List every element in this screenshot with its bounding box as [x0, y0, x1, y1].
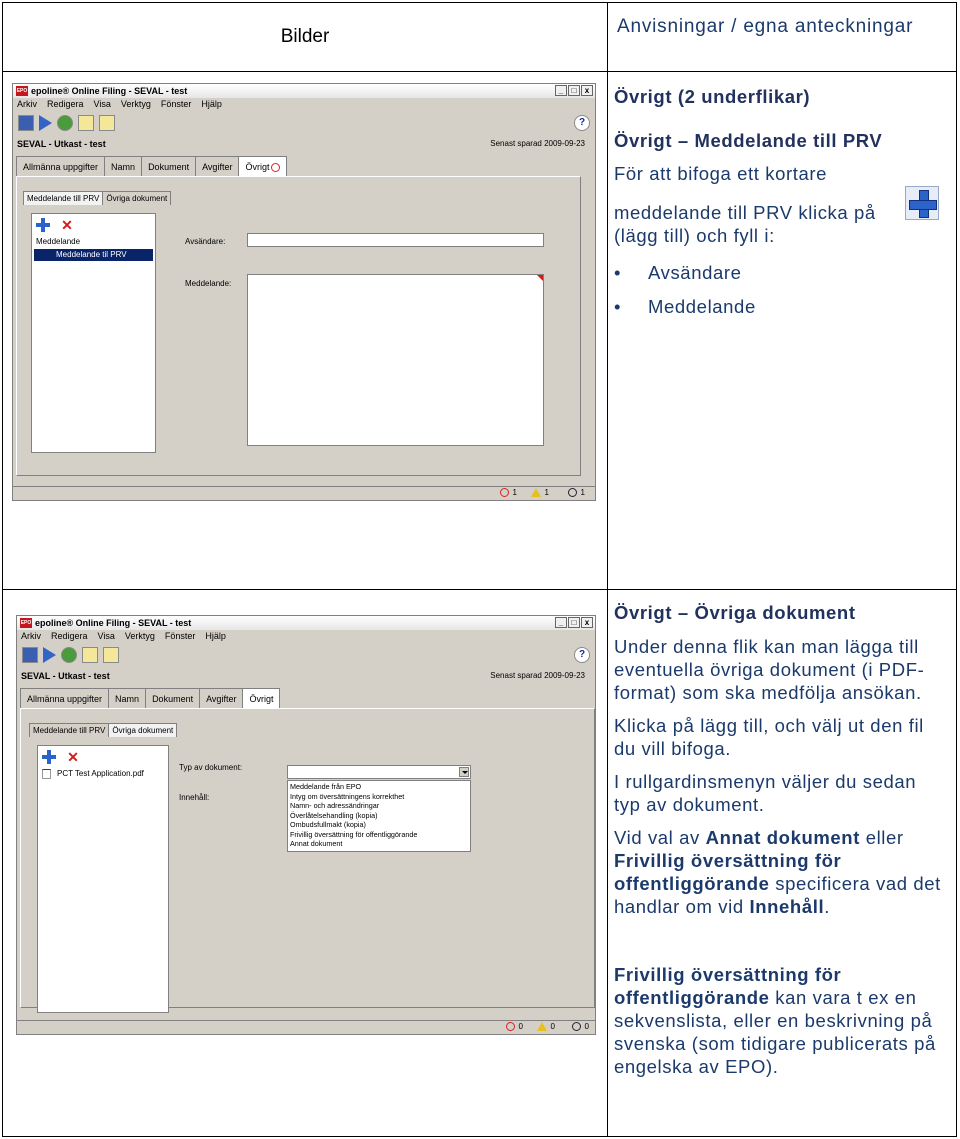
check-icon[interactable] [61, 647, 77, 663]
content-label: Innehåll: [179, 793, 210, 802]
notes-heading: Övrigt – Övriga dokument [614, 602, 856, 623]
error-count-value: 0 [518, 1022, 523, 1031]
note-edit-icon[interactable] [99, 115, 115, 131]
info-count [568, 488, 585, 497]
sender-label: Avsändare: [185, 237, 226, 246]
list-item[interactable]: Meddelande [36, 237, 81, 246]
tab-general[interactable]: Allmänna uppgifter [20, 688, 109, 708]
notes-heading: Övrigt (2 underflikar) [614, 86, 811, 107]
doc-type-label: Typ av dokument: [179, 763, 243, 772]
subtab-message-to-prv[interactable]: Meddelande till PRV [29, 723, 109, 737]
subtab-other-documents[interactable]: Övriga dokument [108, 723, 177, 737]
menu-hjalp[interactable]: Hjälp [201, 99, 222, 109]
list-item[interactable]: Meddelande til PRV [34, 249, 153, 261]
menu-arkiv[interactable]: Arkiv [21, 631, 41, 641]
tab-general[interactable]: Allmänna uppgifter [16, 156, 105, 176]
help-icon[interactable]: ? [574, 647, 590, 663]
play-icon[interactable] [39, 115, 52, 131]
error-status-icon [500, 488, 509, 497]
window-title: epoline® Online Filing - SEVAL - test [31, 86, 188, 96]
window-title: epoline® Online Filing - SEVAL - test [35, 618, 192, 628]
menu-visa[interactable]: Visa [93, 99, 111, 109]
required-marker-icon [537, 275, 543, 281]
text-run: Vid val av [614, 827, 706, 848]
text-run: Annat dokument [705, 827, 860, 848]
error-status-icon [506, 1022, 515, 1031]
tab-documents[interactable]: Dokument [141, 156, 196, 176]
notes-text [614, 963, 944, 1078]
menu-bar [13, 98, 595, 111]
menu-redigera[interactable]: Redigera [47, 99, 84, 109]
tab-fees[interactable]: Avgifter [195, 156, 239, 176]
tab-panel [20, 708, 595, 1008]
info-count-value: 1 [580, 488, 585, 497]
tab-documents[interactable]: Dokument [145, 688, 200, 708]
text-run: Innehåll [749, 896, 825, 917]
save-icon[interactable] [18, 115, 34, 131]
menu-verktyg[interactable]: Verktyg [124, 631, 155, 641]
dropdown-option[interactable]: Meddelande från EPO [290, 782, 362, 791]
check-icon[interactable] [57, 115, 73, 131]
play-icon[interactable] [43, 647, 56, 663]
subtab-message-to-prv[interactable]: Meddelande till PRV [23, 191, 103, 205]
add-icon[interactable] [42, 750, 56, 764]
header-notes: Anvisningar / egna anteckningar [617, 16, 914, 37]
menu-fonster[interactable]: Fönster [160, 99, 192, 109]
text-run: Frivillig översättning för offentliggörande [614, 850, 842, 894]
add-icon [905, 186, 939, 220]
main-tabs [16, 156, 286, 176]
tab-fees[interactable]: Avgifter [199, 688, 243, 708]
text-run: kan vara t ex en sekvenslista, eller en beskrivning på svenska (som tidigare publicerats på engelska av EPO). [614, 987, 936, 1077]
list-item: • Meddelande [614, 295, 944, 318]
tab-other[interactable]: Övrigt [242, 688, 280, 708]
notes-text: I rullgardinsmenyn väljer du sedan typ av dokument. [614, 771, 917, 815]
list-item[interactable] [40, 768, 166, 780]
dropdown-option[interactable]: Frivillig översättning för offentliggörande [290, 829, 418, 839]
doc-type-select[interactable] [287, 765, 471, 779]
message-textarea[interactable] [247, 274, 544, 446]
row-divider [3, 71, 956, 72]
sub-tabs [29, 723, 176, 737]
menu-bar [17, 630, 595, 643]
close-icon[interactable]: x [581, 617, 593, 628]
info-count [572, 1022, 589, 1031]
message-label: Meddelande: [185, 279, 232, 288]
screenshot-other-documents [16, 615, 596, 1035]
notes-text: Under denna flik kan man lägga till eventuella övriga dokument (i PDF-format) som ska medfölja ansökan. [614, 636, 925, 703]
epo-logo-icon: EPO [16, 88, 28, 94]
help-icon[interactable]: ? [574, 115, 590, 131]
close-icon[interactable]: x [581, 85, 593, 96]
note-icon[interactable] [78, 115, 94, 131]
warning-count-value: 1 [544, 488, 549, 497]
window-titlebar [17, 616, 595, 630]
toolbar [13, 111, 595, 135]
tab-names[interactable]: Namn [108, 688, 146, 708]
warning-status-icon [531, 488, 541, 497]
delete-icon[interactable]: ✕ [67, 749, 79, 765]
required-fields-list [614, 261, 944, 318]
doc-type-options [287, 780, 471, 852]
dropdown-option[interactable]: Ombudsfullmakt (kopia) [290, 820, 366, 829]
save-icon[interactable] [22, 647, 38, 663]
file-name: PCT Test Application.pdf [57, 769, 144, 778]
menu-arkiv[interactable]: Arkiv [17, 99, 37, 109]
notes-subheading: Övrigt – Meddelande till PRV [614, 130, 883, 151]
text-run: Frivillig översättning för offentliggörande [614, 964, 842, 1008]
tab-names[interactable]: Namn [104, 156, 142, 176]
minimize-icon[interactable]: _ [555, 85, 567, 96]
error-count-value: 1 [512, 488, 517, 497]
chevron-down-icon[interactable] [459, 767, 469, 777]
sender-input[interactable] [247, 233, 544, 247]
status-bar [13, 486, 595, 500]
last-saved: Senast sparad 2009-09-23 [490, 139, 585, 148]
info-status-icon [568, 488, 577, 497]
dropdown-option[interactable]: Namn- och adressändringar [290, 801, 380, 810]
sub-tabs [23, 191, 170, 205]
warning-count [537, 1022, 555, 1031]
pdf-icon [42, 769, 51, 779]
menu-verktyg[interactable]: Verktyg [120, 99, 151, 109]
subtab-other-documents[interactable]: Övriga dokument [102, 191, 171, 205]
tab-other-label: Övrigt [245, 162, 270, 172]
window-controls [555, 617, 593, 628]
warning-status-icon [537, 1022, 547, 1031]
error-count [500, 488, 517, 497]
delete-icon[interactable]: ✕ [61, 217, 73, 233]
toolbar [17, 643, 595, 667]
notes-message-to-prv [614, 85, 944, 329]
text-run: eller [859, 827, 904, 848]
epo-logo-icon: EPO [20, 620, 32, 626]
menu-fonster[interactable]: Fönster [164, 631, 196, 641]
main-tabs [20, 688, 279, 708]
notes-text: För att bifoga ett kortare [614, 163, 828, 184]
minimize-icon[interactable]: _ [555, 617, 567, 628]
add-icon[interactable] [36, 218, 50, 232]
notes-text: meddelande till PRV klicka på (lägg till) och fyll i: [614, 202, 876, 246]
window-titlebar [13, 84, 595, 98]
message-list [31, 213, 156, 453]
notes-text: Klicka på lägg till, och välj ut den fil du vill bifoga. [614, 715, 924, 759]
window-controls [555, 85, 593, 96]
screenshot-message-to-prv [12, 83, 596, 501]
menu-visa[interactable]: Visa [97, 631, 115, 641]
document-name: SEVAL - Utkast - test [17, 139, 106, 149]
column-divider [607, 3, 608, 1136]
info-status-icon [572, 1022, 581, 1031]
note-edit-icon[interactable] [103, 647, 119, 663]
header-images: Bilder [280, 26, 330, 47]
dropdown-option[interactable]: Intyg om översättningens korrekthet [290, 791, 405, 801]
warning-count-value: 0 [550, 1022, 555, 1031]
info-count-value: 0 [584, 1022, 589, 1031]
text-run: . [824, 896, 830, 917]
status-bar [17, 1020, 595, 1034]
notes-other-documents [614, 601, 944, 1088]
maximize-icon[interactable]: □ [568, 85, 580, 96]
document-name: SEVAL - Utkast - test [21, 671, 110, 681]
dropdown-option[interactable]: Annat dokument [290, 839, 343, 848]
list-actions [36, 218, 74, 232]
menu-hjalp[interactable]: Hjälp [205, 631, 226, 641]
notes-text [614, 826, 944, 918]
tab-other[interactable] [238, 156, 287, 176]
text-run: specificera vad det handlar om vid [614, 873, 941, 917]
document-list [37, 745, 169, 1013]
row-divider [3, 589, 956, 590]
last-saved: Senast sparad 2009-09-23 [490, 671, 585, 680]
warning-count [531, 488, 549, 497]
list-actions [42, 750, 80, 764]
error-icon [271, 163, 280, 172]
error-count [506, 1022, 523, 1031]
note-icon[interactable] [82, 647, 98, 663]
menu-redigera[interactable]: Redigera [51, 631, 88, 641]
list-item: • Avsändare [614, 261, 944, 284]
dropdown-option[interactable]: Överlåtelsehandling (kopia) [290, 810, 378, 820]
maximize-icon[interactable]: □ [568, 617, 580, 628]
tab-panel [16, 176, 581, 476]
